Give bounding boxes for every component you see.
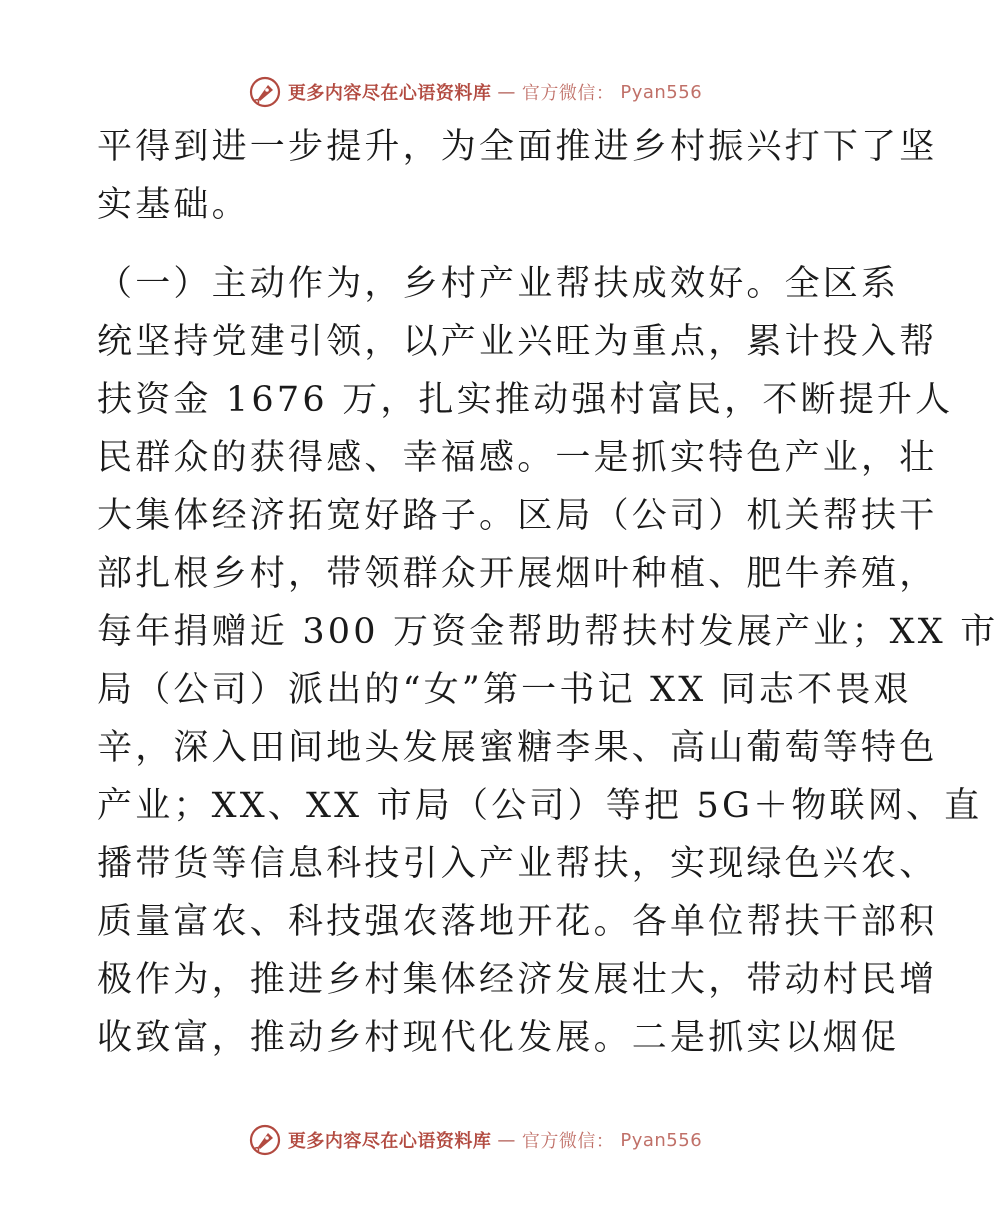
watermark-wechat-id: Pyan556 xyxy=(620,1129,703,1151)
watermark-wechat-label: 官方微信： xyxy=(521,1131,615,1152)
text-line: 民群众的获得感、幸福感。一是抓实特色产业，壮 xyxy=(97,438,938,478)
text-line: （一）主动作为，乡村产业帮扶成效好。全区系 xyxy=(97,264,900,304)
document-body xyxy=(97,118,998,1067)
text-line: 播带货等信息科技引入产业帮扶，实现绿色兴农、 xyxy=(97,844,938,884)
watermark-text: 更多内容尽在心语资料库 xyxy=(287,1131,492,1152)
text-line: 辛，深入田间地头发展蜜糖李果、高山葡萄等特色 xyxy=(97,728,938,768)
watermark-text: 更多内容尽在心语资料库 xyxy=(287,83,492,104)
text-line: 质量富农、科技强农落地开花。各单位帮扶干部积 xyxy=(97,902,938,942)
paragraph-2 xyxy=(97,255,998,1067)
watermark-wechat-id: Pyan556 xyxy=(620,81,703,103)
watermark-separator: — xyxy=(497,81,516,103)
text-line: 平得到进一步提升，为全面推进乡村振兴打下了坚 xyxy=(97,127,938,167)
text-line: 产业；XX、XX 市局（公司）等把 5G＋物联网、直 xyxy=(97,786,983,826)
header-watermark xyxy=(0,72,950,112)
text-line: 扶资金 1676 万，扎实推动强村富民，不断提升人 xyxy=(97,380,954,420)
text-line: 实基础。 xyxy=(97,185,250,225)
text-line: 统坚持党建引领，以产业兴旺为重点，累计投入帮 xyxy=(97,322,938,362)
watermark-wechat-label: 官方微信： xyxy=(521,83,615,104)
text-line: 部扎根乡村，带领群众开展烟叶种植、肥牛养殖， xyxy=(97,554,938,594)
pen-nib-circle-icon xyxy=(248,75,282,109)
text-line: 大集体经济拓宽好路子。区局（公司）机关帮扶干 xyxy=(97,496,938,536)
text-line: 收致富，推动乡村现代化发展。二是抓实以烟促 xyxy=(97,1018,900,1058)
text-line: 局（公司）派出的“女”第一书记 XX 同志不畏艰 xyxy=(97,670,912,710)
pen-nib-circle-icon xyxy=(248,1123,282,1157)
text-line: 极作为，推进乡村集体经济发展壮大，带动村民增 xyxy=(97,960,938,1000)
text-line: 每年捐赠近 300 万资金帮助帮扶村发展产业；XX 市 xyxy=(97,612,998,652)
watermark-separator: — xyxy=(497,1129,516,1151)
paragraph-1 xyxy=(97,118,938,234)
footer-watermark xyxy=(0,1120,950,1160)
